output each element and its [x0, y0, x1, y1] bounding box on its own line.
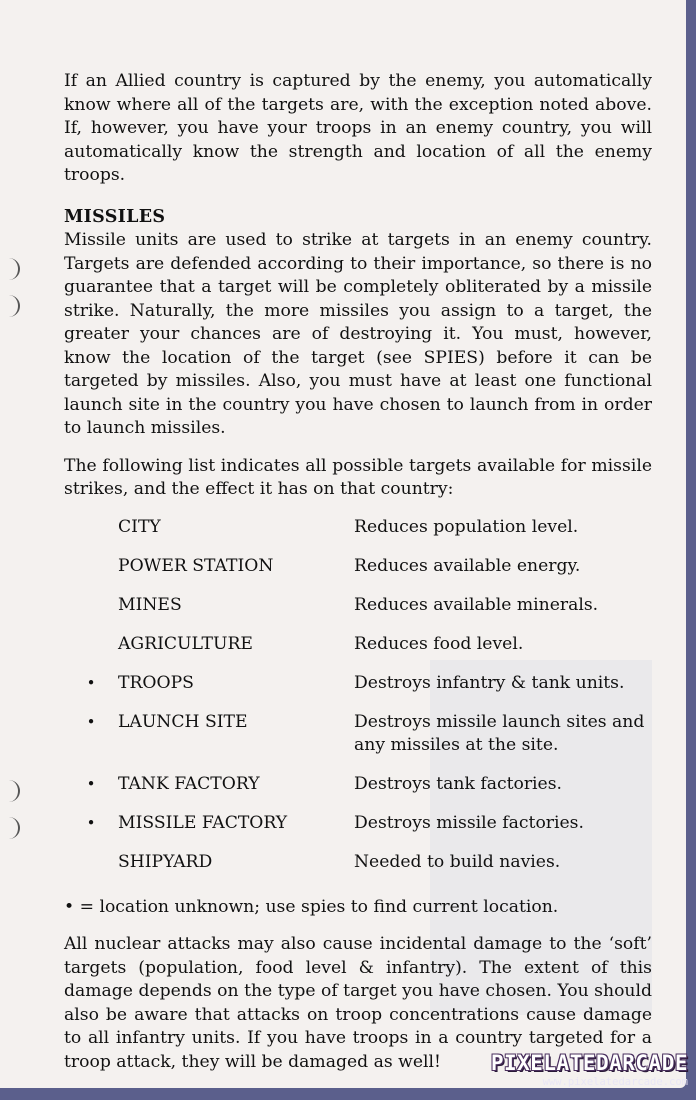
unknown-location-bullet: • — [86, 813, 96, 832]
target-row — [64, 594, 652, 633]
binding-hole — [4, 258, 20, 280]
target-row — [64, 633, 652, 672]
list-intro-paragraph: The following list indicates all possible targets available for missile strikes, and the effect it has on that country: — [64, 455, 652, 499]
target-name: POWER STATION — [118, 555, 274, 576]
unknown-location-bullet: • — [86, 774, 96, 793]
target-row — [64, 812, 652, 851]
target-effect: Needed to build navies. — [354, 851, 561, 872]
intro-paragraph: If an Allied country is captured by the enemy, you automatically know where all of the targets are, with the exception noted above. If, however, you have your troops in an enemy country, you will automatically know the strength and location of all the enemy troops. — [64, 71, 652, 185]
target-effect: Reduces available energy. — [354, 555, 581, 576]
missiles-paragraph: Missile units are used to strike at targets in an enemy country. Targets are defended according to their importance, so there is no guarantee that a target will be completely obliterated by a missile strike. Naturally, the more missiles you assign to a target, the greater your chances are of destroying it. You must, however, know the location of the target (see SPIES) before it can be targeted by missiles. Also, you must have at least one functional launch site in the country you have chosen to launch from in order to launch missiles. — [64, 230, 652, 438]
watermark-name: PIXELATEDARCADE — [490, 1051, 688, 1075]
watermark-url: www.pixelatedarcade.com — [542, 1076, 688, 1088]
target-name: MINES — [118, 594, 182, 615]
target-name: TROOPS — [118, 672, 194, 693]
unknown-location-bullet: • — [86, 673, 96, 692]
bullet-legend: • = location unknown; use spies to find current location. — [64, 896, 559, 917]
target-name: LAUNCH SITE — [118, 711, 248, 732]
binding-hole — [4, 780, 20, 802]
target-effect: Destroys infantry & tank units. — [354, 672, 625, 693]
binding-hole — [4, 295, 20, 317]
target-list — [64, 516, 652, 890]
target-row — [64, 851, 652, 890]
page-content — [64, 70, 652, 1088]
target-name: SHIPYARD — [118, 851, 213, 872]
target-effect: Destroys tank factories. — [354, 773, 562, 794]
target-name: CITY — [118, 516, 161, 537]
target-name: MISSILE FACTORY — [118, 812, 288, 833]
target-row — [64, 555, 652, 594]
binding-hole — [4, 817, 20, 839]
target-name: TANK FACTORY — [118, 773, 260, 794]
target-effect: Destroys missile factories. — [354, 812, 584, 833]
target-row — [64, 711, 652, 773]
target-effect: Destroys missile launch sites and any missiles at the site. — [354, 711, 645, 755]
missiles-heading: MISSILES — [64, 206, 166, 227]
unknown-location-bullet: • — [86, 712, 96, 731]
target-row — [64, 773, 652, 812]
watermark — [491, 1051, 688, 1088]
target-effect: Reduces population level. — [354, 516, 579, 537]
target-row — [64, 672, 652, 711]
closing-paragraph: All nuclear attacks may also cause incidental damage to the ‘soft’ targets (population, food level & infantry). The extent of this damage depends on the type of target you have chosen. You should also be aware that attacks on troop concentrations cause damage to all infantry units. If you have troops in a country targeted for a troop attack, they will be damaged as well! — [64, 934, 652, 1072]
target-effect: Reduces food level. — [354, 633, 524, 654]
target-row — [64, 516, 652, 555]
target-effect: Reduces available minerals. — [354, 594, 599, 615]
target-name: AGRICULTURE — [118, 633, 253, 654]
